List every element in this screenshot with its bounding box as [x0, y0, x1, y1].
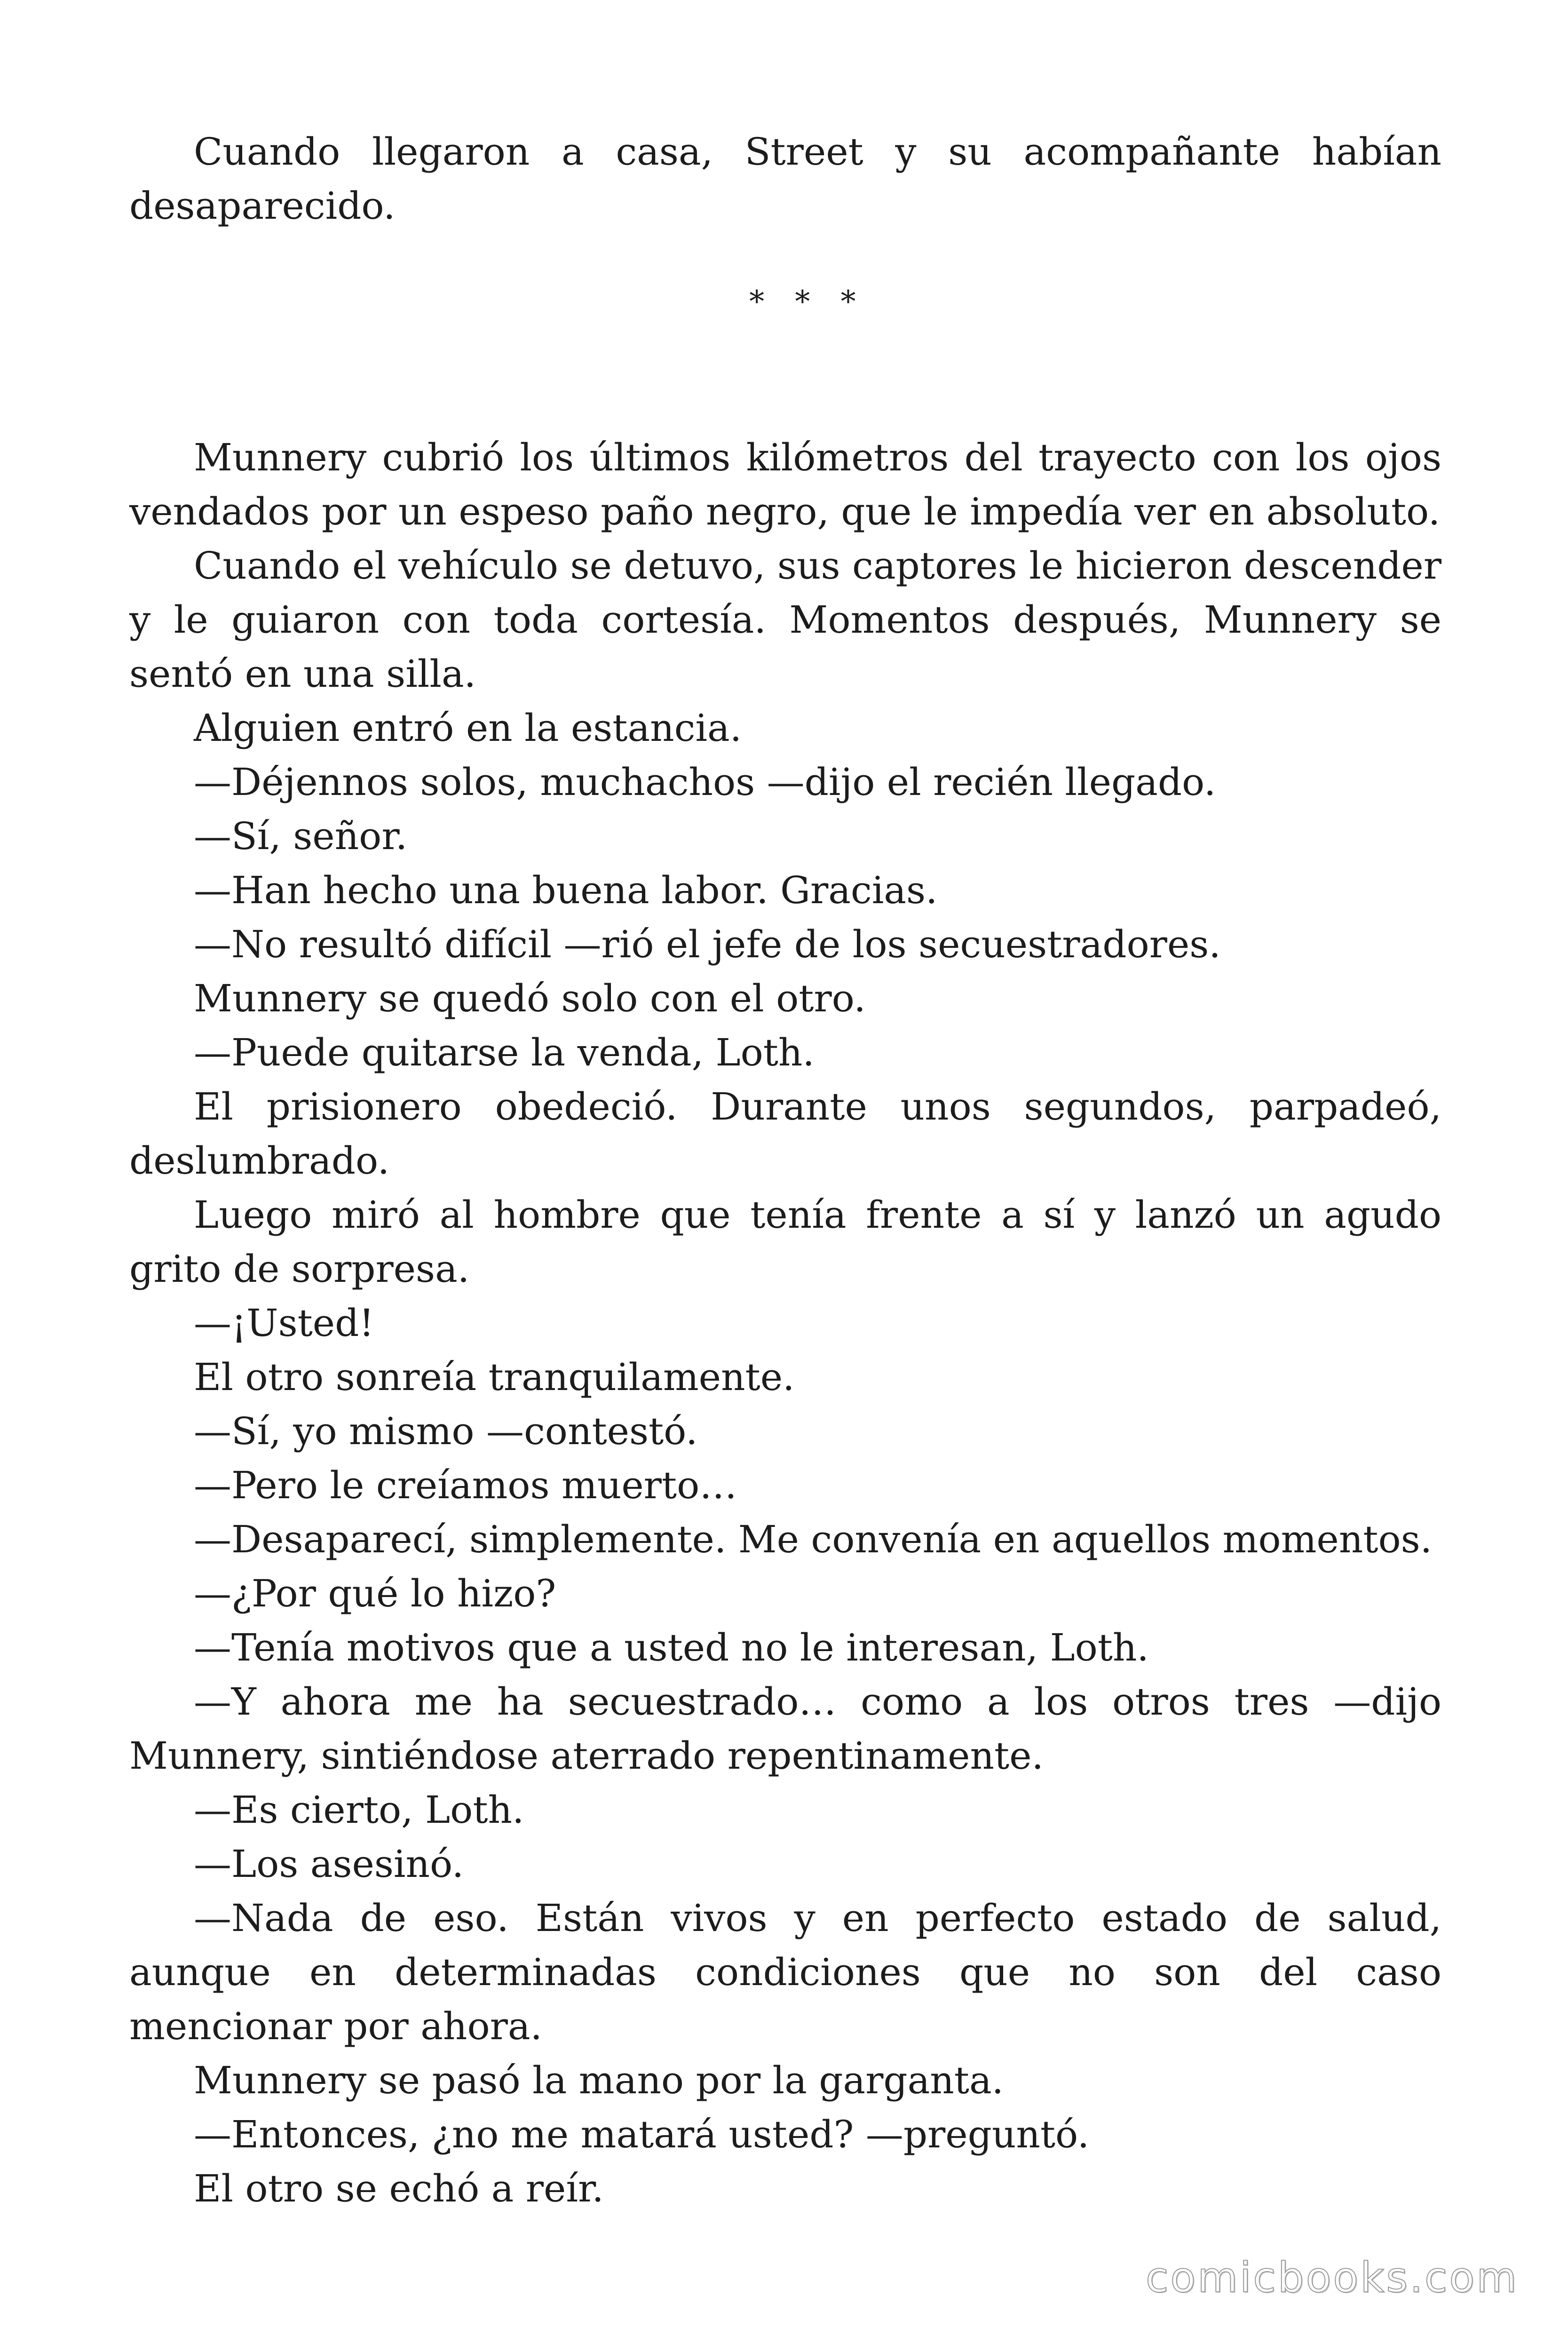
dialogue-line: —Nada de eso. Están vivos y en perfecto estado de salud, aunque en determinadas condiciones que no son del caso mencionar por ahora. [129, 1896, 1441, 2048]
paragraph: Munnery cubrió los últimos kilómetros del trayecto con los ojos vendados por un espeso paño negro, que le impedía ver en absoluto. [129, 436, 1441, 533]
dialogue-line: —Es cierto, Loth. [194, 1788, 524, 1832]
dialogue-line: —Pero le creíamos muerto… [194, 1463, 737, 1507]
dialogue-line: —¿Por qué lo hizo? [194, 1572, 556, 1615]
dialogue-line: —Tenía motivos que a usted no le interesan, Loth. [194, 1626, 1149, 1669]
paragraph: Cuando llegaron a casa, Street y su acompañante habían desaparecido. [129, 130, 1441, 228]
dialogue-line: —Han hecho una buena labor. Gracias. [194, 868, 938, 912]
paragraph: Munnery se quedó solo con el otro. [194, 977, 866, 1020]
body-text [129, 430, 1441, 2216]
dialogue-line: —Y ahora me ha secuestrado… como a los otros tres —dijo Munnery, sintiéndose aterrado repentinamente. [129, 1680, 1441, 1778]
paragraph: Munnery se pasó la mano por la garganta. [194, 2058, 1004, 2102]
paragraph: Alguien entró en la estancia. [194, 706, 742, 750]
dialogue-line: —Déjennos solos, muchachos —dijo el recién llegado. [194, 760, 1216, 804]
paragraph: Cuando el vehículo se detuvo, sus captores le hicieron descender y le guiaron con toda cortesía. Momentos después, Munnery se sentó en una silla. [129, 544, 1441, 696]
section-separator: * * * [749, 285, 866, 319]
dialogue-line: —Sí, yo mismo —contestó. [194, 1409, 698, 1453]
dialogue-line: —Los asesinó. [194, 1842, 464, 1886]
paragraph: El otro sonreía tranquilamente. [194, 1355, 795, 1399]
paragraph: El prisionero obedeció. Durante unos segundos, parpadeó, deslumbrado. [129, 1085, 1441, 1183]
dialogue-line: —No resultó difícil —rió el jefe de los secuestradores. [194, 922, 1221, 966]
watermark-logo: comicbooks.com [1145, 2253, 1519, 2302]
dialogue-line: —Puede quitarse la venda, Loth. [194, 1031, 815, 1074]
paragraph: El otro se echó a reír. [194, 2167, 604, 2210]
paragraph: Luego miró al hombre que tenía frente a sí y lanzó un agudo grito de sorpresa. [129, 1193, 1441, 1291]
dialogue-line: —Desaparecí, simplemente. Me convenía en aquellos momentos. [194, 1518, 1433, 1561]
dialogue-line: —¡Usted! [194, 1301, 374, 1345]
dialogue-line: —Sí, señor. [194, 814, 408, 858]
book-page [129, 125, 1441, 2216]
dialogue-line: —Entonces, ¿no me matará usted? —preguntó. [194, 2113, 1090, 2156]
